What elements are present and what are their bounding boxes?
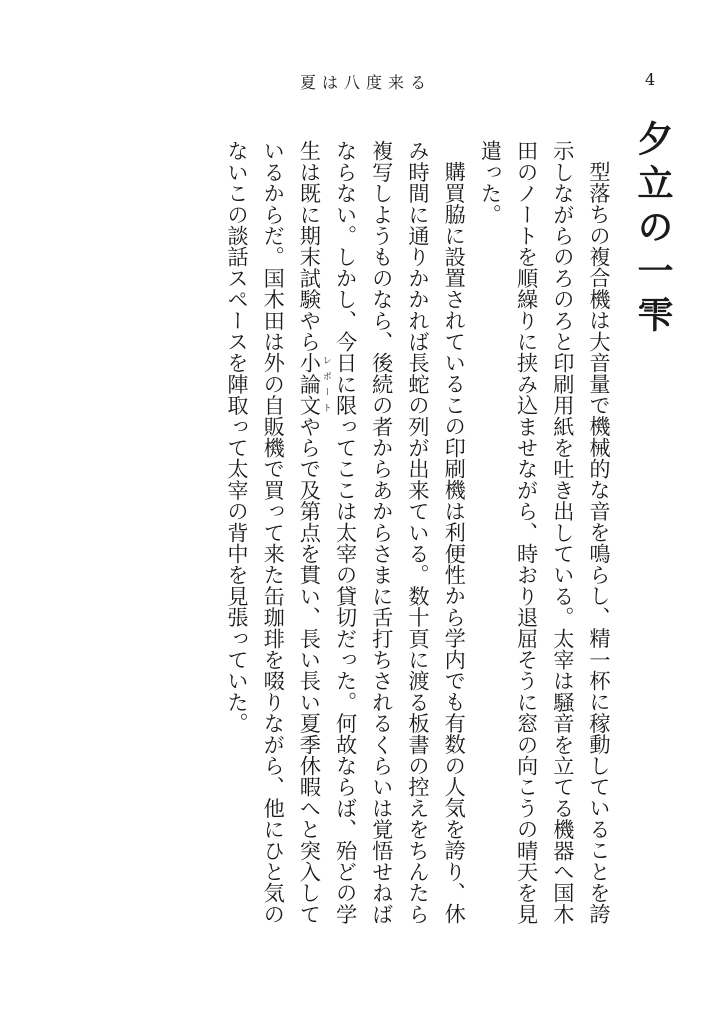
ruby-reading: レポート (320, 352, 331, 416)
ruby-base: 小論文 (297, 352, 323, 416)
paragraph-2-end: やらで及第点を貫い、長い長い夏季休暇へと突入しているからだ。国木田は外の自販機で買って来た缶珈琲を啜りながら、他にひと気のないこの談話スペースを陣取って太宰の背中を見張っていた。 (224, 140, 323, 925)
ruby-annotation (297, 352, 331, 416)
chapter-title: 夕立の一雫 (632, 120, 673, 340)
paragraph-1: 型落ちの複合機は大音量で機械的な音を鳴らし、精一杯に稼動していることを誇示しながらのろのろと印刷用紙を吐き出している。太宰は騒音を立てる機器へ国木田のノートを順繰りに挟み込ませながら、時おり退屈そうに窓の向こうの晴天を見遣った。 (478, 140, 612, 925)
running-title: 夏は八度来る (300, 73, 433, 92)
page-number: 4 (645, 70, 656, 89)
paragraph-2-text: 購買脇に設置されているこの印刷機は利便性から学内でも有数の人気を誇り、休み時間に通りかかれば長蛇の列が出来ている。数十頁に渡る板書の控えをちんたら複写しようものなら、後続の者からあからさまに舌打ちされるくらいは覚悟せねばならない。しかし、今日に限ってここは太宰の貸切だった。何故ならば、殆どの学生は既に期末試験やら (297, 140, 468, 925)
paragraph-2 (219, 140, 472, 940)
body-text (27, 140, 617, 940)
